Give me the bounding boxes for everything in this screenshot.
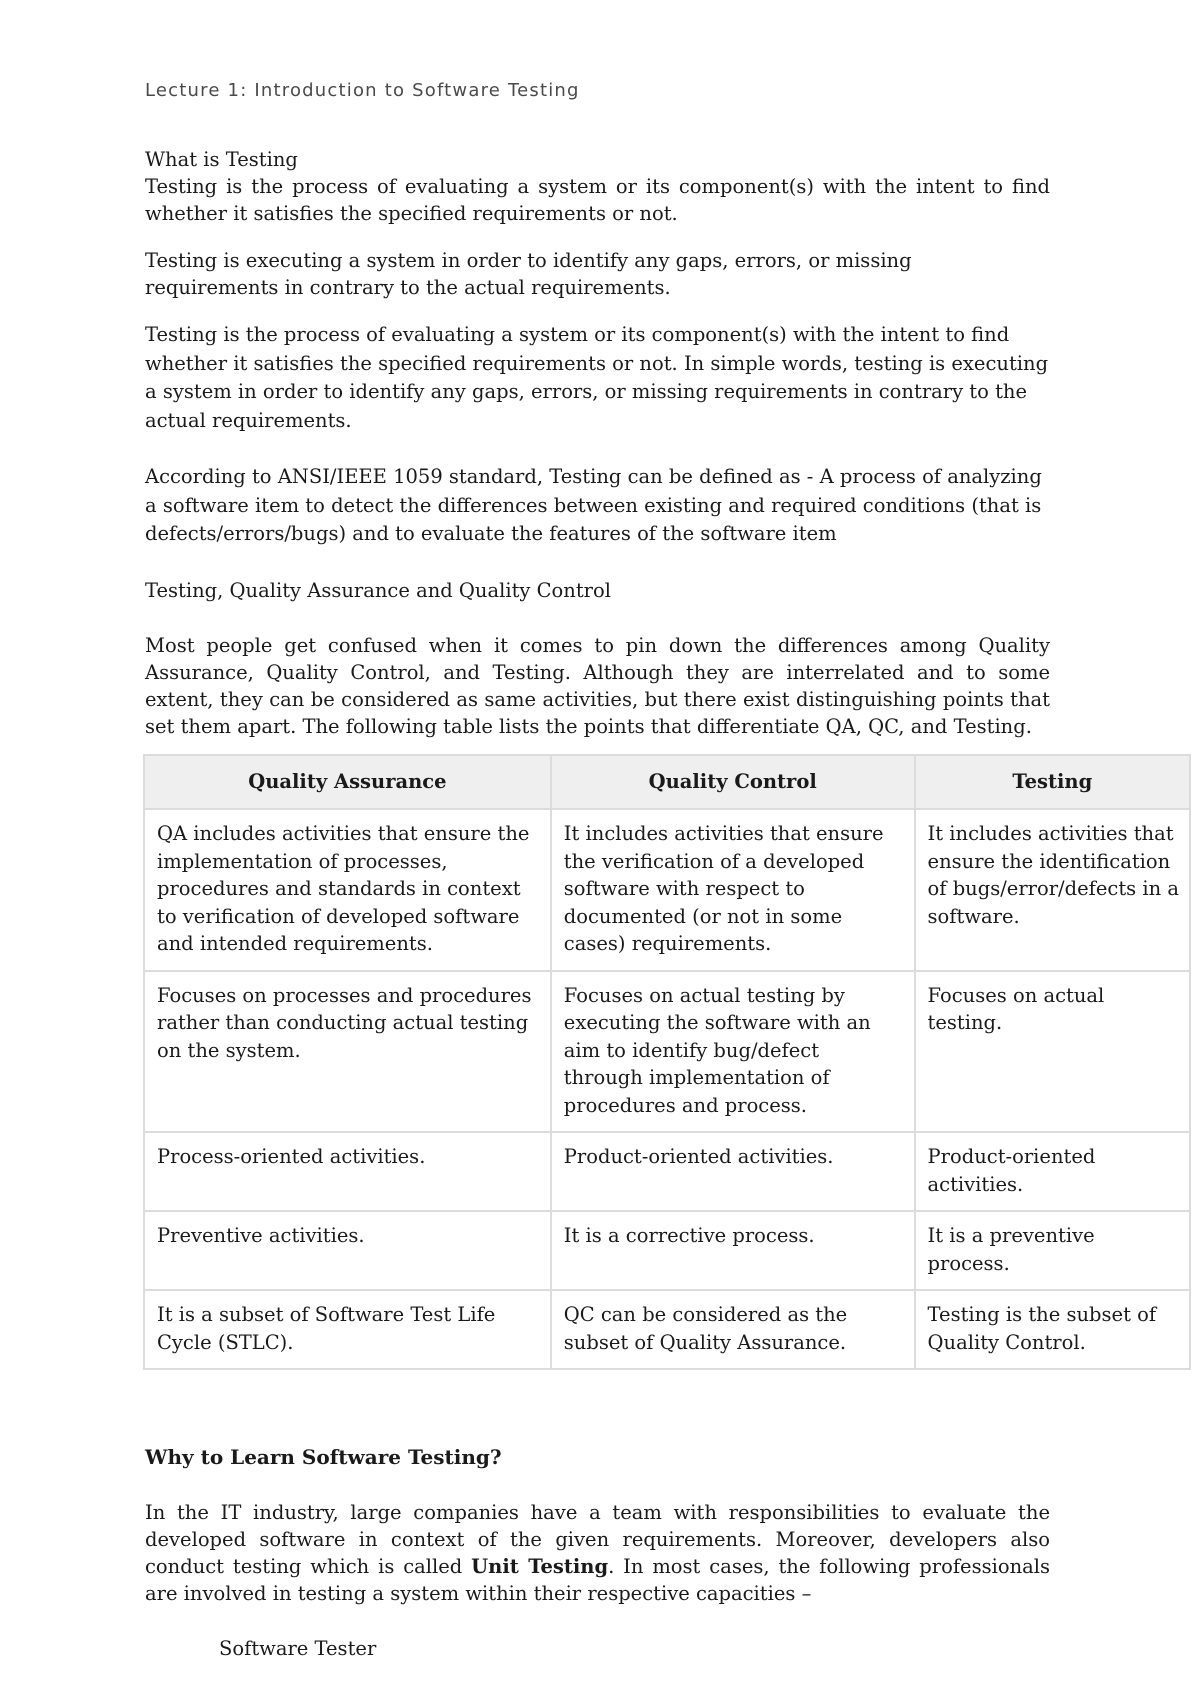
paragraph: According to ANSI/IEEE 1059 standard, Testing can be defined as - A process of analyzing a software item to detect the differences between existing and required conditions (that is defects/errors/bugs) and to evaluate the features of the software item: [145, 465, 1042, 545]
paragraph: Testing is executing a system in order to identify any gaps, errors, or missing requirements in contrary to the actual requirements.: [145, 249, 912, 299]
table-cell: Process-oriented activities.: [144, 1132, 551, 1211]
column-header: Quality Assurance: [144, 755, 551, 809]
table-cell: Focuses on processes and procedures rather than conducting actual testing on the system.: [144, 971, 551, 1133]
paragraph: [145, 1499, 1050, 1607]
table-row: [144, 1290, 1190, 1369]
table-row: [144, 809, 1190, 971]
paragraph: Testing is the process of evaluating a system or its component(s) with the intent to find whether it satisfies the specified requirements or not.: [145, 175, 1050, 225]
column-header: Quality Control: [551, 755, 915, 809]
section-title-qa-qc: Testing, Quality Assurance and Quality Control: [145, 578, 611, 602]
table-cell: QA includes activities that ensure the implementation of processes, procedures and standards in context to verification of developed software and intended requirements.: [144, 809, 551, 971]
section-title-what-is-testing: What is Testing: [145, 148, 298, 171]
table-cell: Focuses on actual testing by executing the software with an aim to identify bug/defect through implementation of procedures and process.: [551, 971, 915, 1133]
qa-qc-testing-table: [143, 754, 1191, 1370]
table-row: [144, 971, 1190, 1133]
table-cell: It includes activities that ensure the verification of a developed software with respect to documented (or not in some cases) requirements.: [551, 809, 915, 971]
page-header: Lecture 1: Introduction to Software Testing: [145, 80, 580, 101]
table-header-row: [144, 755, 1190, 809]
table-cell: It includes activities that ensure the identification of bugs/error/defects in a software.: [915, 809, 1190, 971]
section-title-why-learn: Why to Learn Software Testing?: [145, 1445, 502, 1469]
table-cell: Focuses on actual testing.: [915, 971, 1190, 1133]
paragraph: Most people get confused when it comes to pin down the differences among Quality Assurance, Quality Control, and Testing. Although they are interrelated and to some extent, they can be considered as same activities, but there exist distinguishing points that set them apart. The following table lists the points that differentiate QA, QC, and Testing.: [145, 633, 1050, 738]
paragraph: Testing is the process of evaluating a system or its component(s) with the intent to find whether it satisfies the specified requirements or not. In simple words, testing is executing a system in order to identify any gaps, errors, or missing requirements in contrary to the actual requirements.: [145, 323, 1049, 432]
list-item: Software Tester: [219, 1637, 377, 1660]
table-cell: Product-oriented activities.: [551, 1132, 915, 1211]
table-row: [144, 1211, 1190, 1290]
table-cell: QC can be considered as the subset of Quality Assurance.: [551, 1290, 915, 1369]
paragraph-text: In the IT industry, large companies have a team with responsibilities to evaluate the developed software in context of the given requirements. Moreover, developers also conduct testing which is called: [145, 1501, 1050, 1578]
paragraph-text: . In most cases, the following professionals are involved in testing a system within their respective capacities –: [145, 1555, 1050, 1605]
after-table-content: [145, 1444, 1050, 1662]
table-cell: It is a subset of Software Test Life Cycle (STLC).: [144, 1290, 551, 1369]
table-cell: Product-oriented activities.: [915, 1132, 1190, 1211]
unit-testing-term: Unit Testing: [471, 1555, 609, 1578]
main-content: [145, 146, 1050, 740]
table-cell: Preventive activities.: [144, 1211, 551, 1290]
table-cell: It is a corrective process.: [551, 1211, 915, 1290]
table-cell: It is a preventive process.: [915, 1211, 1190, 1290]
column-header: Testing: [915, 755, 1190, 809]
table-row: [144, 1132, 1190, 1211]
table-cell: Testing is the subset of Quality Control.: [915, 1290, 1190, 1369]
